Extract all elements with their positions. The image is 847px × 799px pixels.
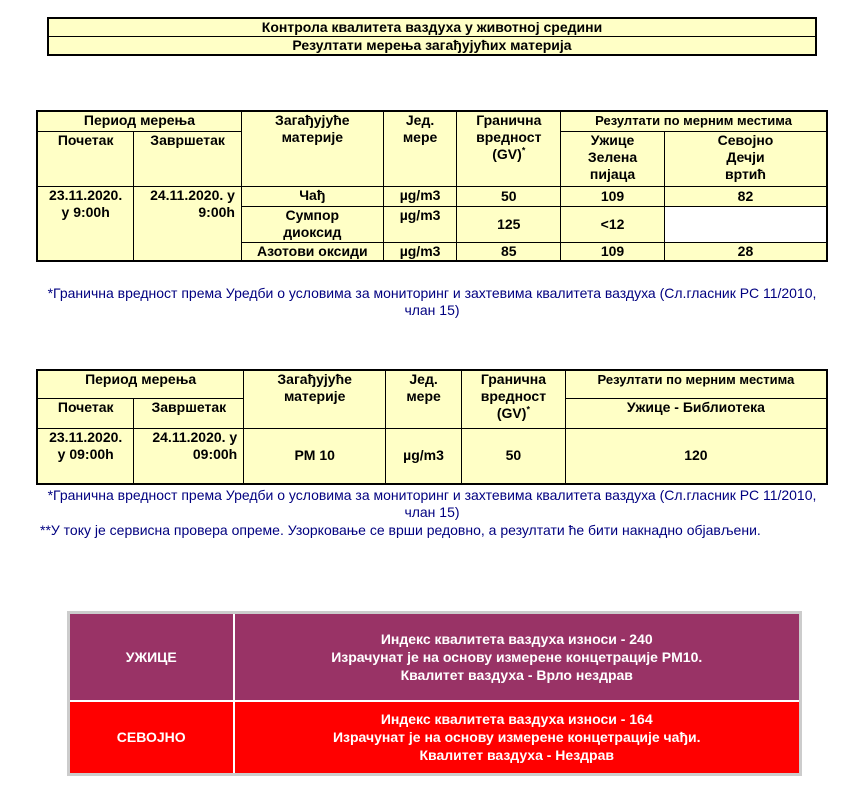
start-value: 23.11.2020. у 09:00h bbox=[37, 428, 134, 484]
footnote-3: **У току је сервисна провера опреме. Узорковање се врши редовно, а резултати ће бити накнадно објављени. bbox=[40, 522, 761, 538]
results-header: Резултати по мерним местима bbox=[565, 370, 827, 398]
pollutant-limit: 85 bbox=[457, 242, 561, 261]
end-value: 24.11.2020. у 9:00h bbox=[134, 186, 242, 261]
aqi-basis-line: Израчунат је на основу измерене концетрације PM10. bbox=[331, 648, 703, 665]
pollutant-unit: µg/m3 bbox=[386, 428, 462, 484]
aqi-details-uzice bbox=[234, 613, 801, 701]
aqi-city-uzice: УЖИЦЕ bbox=[69, 613, 234, 701]
aqi-details-sevojno bbox=[234, 701, 801, 775]
end-header: Завршетак bbox=[134, 131, 242, 186]
period-header: Период мерења bbox=[37, 370, 244, 398]
value-sevojno: 82 bbox=[664, 186, 827, 206]
site-uzice-header: Ужице Зелена пијаца bbox=[561, 131, 665, 186]
aqi-quality-line: Квалитет ваздуха - Нездрав bbox=[419, 747, 614, 764]
period-header: Период мерења bbox=[37, 111, 241, 131]
page-title: Контрола квалитета ваздуха у животној средини bbox=[48, 18, 816, 37]
results-header: Резултати по мерним местима bbox=[561, 111, 827, 131]
limit-header bbox=[457, 111, 561, 186]
footnote-1: *Гранична вредност према Уредби о условима за мониторинг и захтевима квалитета ваздуха (Сл.гласник РС 11/2010, члан 15) bbox=[47, 285, 817, 318]
aqi-index-line: Индекс квалитета ваздуха износи - 164 bbox=[380, 711, 653, 728]
pollutant-unit: µg/m3 bbox=[383, 206, 457, 242]
site-uzice-library-header: Ужице - Библиотека bbox=[565, 398, 827, 428]
results-table-2 bbox=[36, 369, 828, 485]
pollutant-name: Азотови оксиди bbox=[241, 242, 383, 261]
start-header: Почетак bbox=[37, 131, 134, 186]
unit-header: Јед. мере bbox=[386, 370, 462, 428]
aqi-basis-line: Израчунат је на основу измерене концетрације чађи. bbox=[332, 729, 701, 746]
site-sevojno-header: Севојно Дечји вртић bbox=[664, 131, 827, 186]
pollutant-name: Сумпор диоксид bbox=[241, 206, 383, 242]
aqi-row-sevojno bbox=[69, 701, 801, 775]
value-sevojno bbox=[664, 206, 827, 242]
start-header: Почетак bbox=[37, 398, 134, 428]
pollutant-unit: µg/m3 bbox=[383, 186, 457, 206]
pollutant-name: PM 10 bbox=[244, 428, 386, 484]
limit-footnote-mark: * bbox=[521, 145, 526, 156]
value-uzice: 109 bbox=[561, 242, 665, 261]
page-subtitle: Резултати мерења загађујућих материја bbox=[48, 37, 816, 56]
limit-header-text: Гранична вредност (GV) bbox=[480, 371, 547, 421]
pollutant-unit: µg/m3 bbox=[383, 242, 457, 261]
pollutant-limit: 50 bbox=[457, 186, 561, 206]
limit-header bbox=[462, 370, 566, 428]
pollutant-limit: 125 bbox=[457, 206, 561, 242]
start-value: 23.11.2020. у 9:00h bbox=[37, 186, 134, 261]
end-value: 24.11.2020. у 09:00h bbox=[134, 428, 244, 484]
pollutants-header: Загађујуће материје bbox=[241, 111, 383, 186]
aqi-index-line: Индекс квалитета ваздуха износи - 240 bbox=[380, 630, 653, 647]
aqi-row-uzice bbox=[69, 613, 801, 701]
pollutant-limit: 50 bbox=[462, 428, 566, 484]
unit-header: Јед. мере bbox=[383, 111, 457, 186]
limit-header-text: Гранична вредност (GV) bbox=[476, 112, 542, 162]
value-uzice: 109 bbox=[561, 186, 665, 206]
pollutants-header: Загађујуће материје bbox=[244, 370, 386, 428]
aqi-table bbox=[67, 611, 802, 776]
pollutant-name: Чађ bbox=[241, 186, 383, 206]
results-table-1 bbox=[36, 110, 828, 262]
aqi-city-sevojno: СЕВОЈНО bbox=[69, 701, 234, 775]
title-table bbox=[47, 17, 817, 56]
footnote-2: *Гранична вредност према Уредби о условима за мониторинг и захтевима квалитета ваздуха (Сл.гласник РС 11/2010, члан 15) bbox=[47, 487, 817, 520]
value-sevojno: 28 bbox=[664, 242, 827, 261]
value-uzice-library: 120 bbox=[565, 428, 827, 484]
aqi-quality-line: Квалитет ваздуха - Врло нездрав bbox=[400, 666, 633, 683]
limit-footnote-mark: * bbox=[526, 404, 530, 415]
value-uzice: <12 bbox=[561, 206, 665, 242]
end-header: Завршетак bbox=[134, 398, 244, 428]
